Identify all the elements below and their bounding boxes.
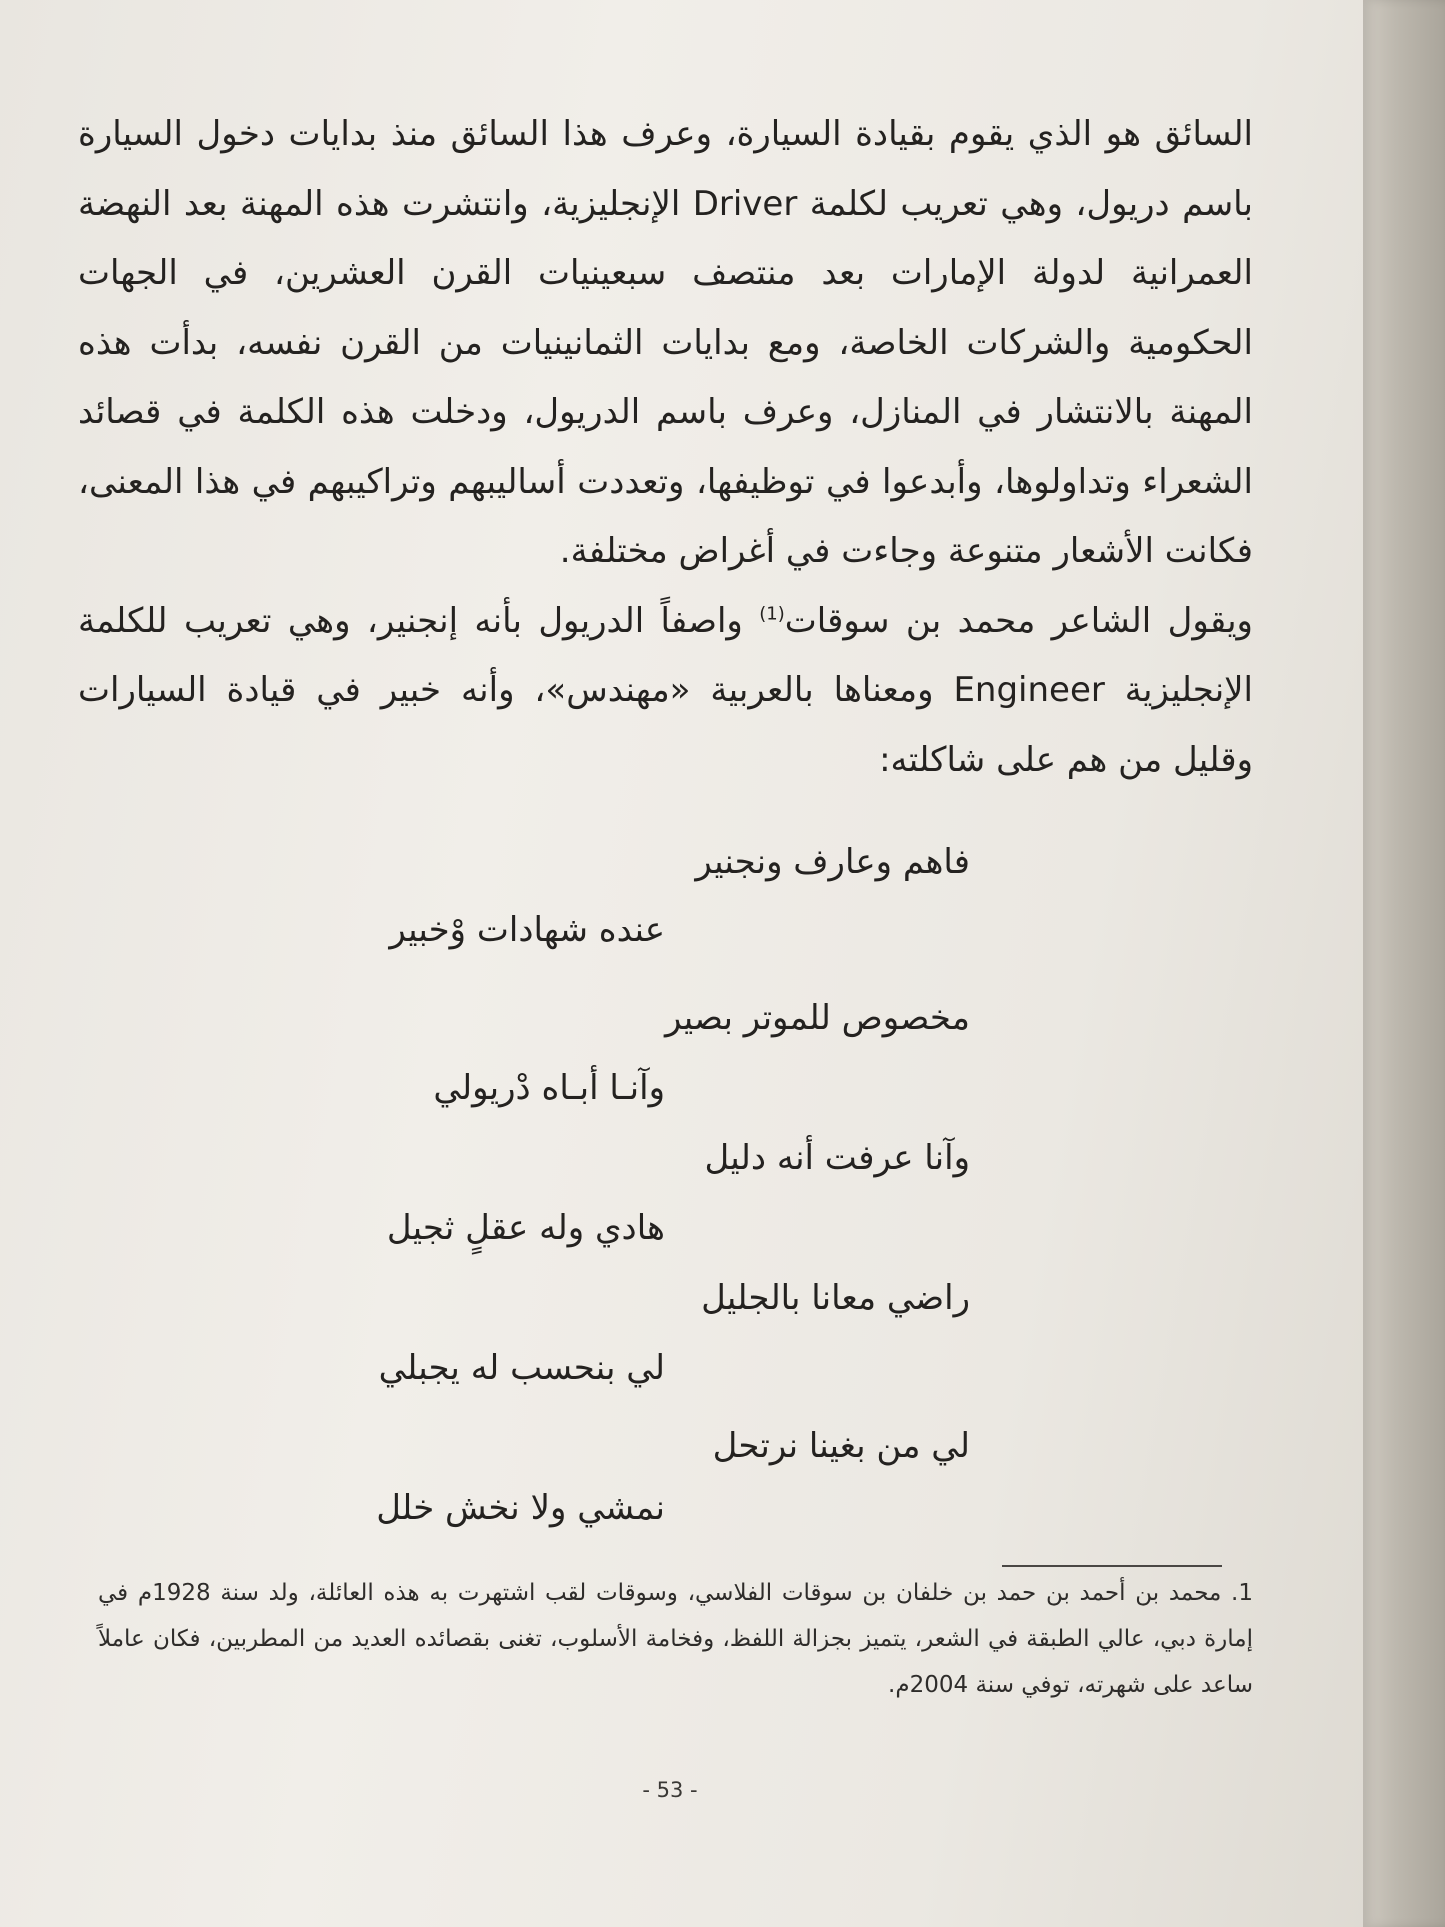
page-number: - 53 - [642, 1778, 698, 1802]
poem-verse: وآنـا أبـاه دْريولي [433, 1068, 665, 1108]
footnote: 1. محمد بن أحمد بن حمد بن خلفان بن سوقات الفلاسي، وسوقات لقب اشتهرت به هذه العائلة، ولد سنة 1928م في إمارة دبي، عالي الطبقة في الشعر، يتميز بجزالة اللفظ، وفخامة الأسلوب، تغنى بقصائده العديد من المطربين، فكان عاملاً ساعد على شهرته، توفي سنة 2004م. [98, 1580, 1254, 1698]
poem-verse: فاهم وعارف ونجنير [695, 842, 970, 882]
poem-verse: عنده شهادات وْخبير [389, 910, 665, 950]
paragraph-intro: السائق هو الذي يقوم بقيادة السيارة، وعرف هذا السائق منذ بدايات دخول السيارة باسم دريول، وهي تعريب لكلمة Driver الإنجليزية، وانتشرت هذه المهنة بعد النهضة العمرانية لدولة الإمارات بعد منتصف سبعينيات القرن العشرين، في الجهات الحكومية والشركات الخاصة، ومع بدايات الثمانينيات من القرن نفسه، بدأت هذه المهنة بالانتشار في المنازل، وعرف باسم الدريول، ودخلت هذه الكلمة في قصائد الشعراء وتداولوها، وأبدعوا في توظيفها، وتعددت أساليبهم وتراكيبهم في هذا المعنى، فكانت الأشعار متنوعة وجاءت في أغراض مختلفة. [78, 114, 1254, 571]
body-text [78, 100, 1253, 795]
poem-verse: وآنا عرفت أنه دليل [704, 1138, 970, 1178]
poem [0, 842, 1363, 1542]
adjacent-page-edge [1363, 0, 1445, 1927]
poem-verse: نمشي ولا نخش خلل [376, 1488, 665, 1528]
poem-verse: مخصوص للموتر بصير [665, 998, 970, 1038]
poem-verse: لي من بغينا نرتحل [712, 1426, 970, 1466]
footnote-marker: (1) [759, 603, 785, 625]
poet-intro-text-continued: واصفاً الدريول بأنه إنجنير، وهي تعريب للكلمة الإنجليزية Engineer ومعناها بالعربية «مهندس»، وأنه خبير في قيادة السيارات وقليل من هم على شاكلته: [78, 600, 1253, 780]
poem-verse: هادي وله عقلٍ ثجيل [386, 1208, 665, 1248]
poem-verse: لي بنحسب له يجبلي [378, 1348, 665, 1388]
paragraph-poet-intro [78, 587, 1253, 796]
footnote-separator [1002, 1565, 1222, 1567]
poet-intro-text: ويقول الشاعر محمد بن سوقات [784, 600, 1253, 641]
poem-verse: راضي معانا بالجليل [701, 1278, 970, 1318]
